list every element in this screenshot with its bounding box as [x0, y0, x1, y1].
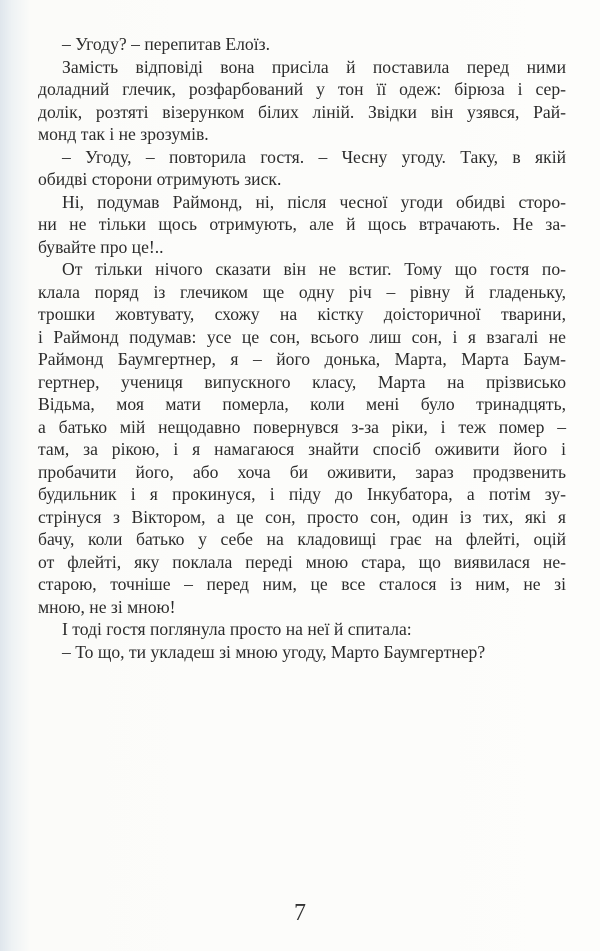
- text-line: стрінуся з Віктором, а це сон, просто сон, один із тих, які я: [38, 506, 566, 527]
- text-line: обидві сторони отримують зиск.: [38, 169, 282, 189]
- text-line: бувайте про це!..: [38, 236, 164, 257]
- text-line: бачу, коли батько у себе на кладовищі грає на флейті, оцій: [38, 529, 566, 549]
- text-line: Ні, подумав Раймонд, ні, після чесної угоди обидві сторо-: [62, 191, 566, 212]
- text-line: будильник і я прокинуся, і піду до Інкубатора, а потім зу-: [38, 484, 566, 504]
- text-line: от флейті, яку поклала переді мною стара, що виявилася не-: [38, 551, 566, 572]
- text-line: – То що, ти укладеш зі мною угоду, Марто Баумгертнер?: [62, 641, 486, 662]
- text-line: клала поряд із глечиком ще одну річ – рівну й гладеньку,: [38, 281, 566, 302]
- text-line: пробачити його, або хоча би оживити, зараз продзвенить: [38, 461, 566, 482]
- text-line: трошки жовтувату, схожу на кістку доісторичної тварини,: [38, 304, 566, 324]
- text-line: а батько мій нещодавно повернувся з-за ріки, і теж помер –: [38, 416, 566, 437]
- text-line: Замість відповіді вона присіла й поставила перед ними: [62, 56, 566, 77]
- text-line: мною, не зі мною!: [38, 596, 176, 617]
- page-number: 7: [294, 900, 306, 926]
- text-line: там, за рікою, і я намагаюся знайти спосіб оживити його і: [38, 439, 566, 459]
- paragraph: [38, 146, 566, 191]
- text-line: От тільки нічого сказати він не встиг. Тому що гостя по-: [62, 259, 566, 279]
- page-body-text: [38, 33, 566, 663]
- paragraph: [38, 618, 566, 641]
- paragraph: [38, 33, 566, 56]
- paragraph: [38, 56, 566, 146]
- text-line: І тоді гостя поглянула просто на неї й спитала:: [62, 619, 412, 639]
- text-line: монд так і не зрозумів.: [38, 124, 209, 144]
- paragraph: [38, 641, 566, 664]
- text-line: Раймонд Баумгертнер, я – його донька, Марта, Марта Баум-: [38, 349, 566, 369]
- text-line: – Угоду? – перепитав Елоїз.: [62, 34, 270, 54]
- text-line: долік, розтяті візерунком білих ліній. Звідки він узявся, Рай-: [38, 101, 566, 122]
- text-line: – Угоду, – повторила гостя. – Чесну угоду. Таку, в якій: [62, 146, 566, 167]
- text-line: гертнер, учениця випускного класу, Марта на прізвисько: [38, 371, 566, 392]
- paragraph: [38, 191, 566, 259]
- paragraph: [38, 258, 566, 618]
- text-line: Відьма, моя мати померла, коли мені було тринадцять,: [38, 394, 566, 414]
- text-line: ни не тільки щось отримують, але й щось втрачають. Не за-: [38, 214, 566, 234]
- text-line: старою, точніше – перед ним, це все сталося із ним, не зі: [38, 574, 566, 594]
- text-line: доладний глечик, розфарбований у тон її одеж: бірюза і сер-: [38, 79, 566, 99]
- text-line: і Раймонд подумав: усе це сон, всього лиш сон, і я взагалі не: [38, 326, 566, 347]
